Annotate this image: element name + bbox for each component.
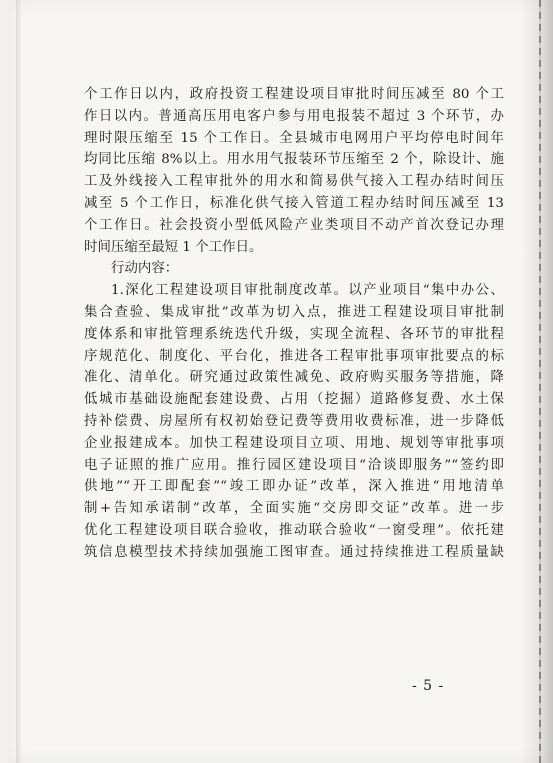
text-line: 时间压缩至最短 1 个工作日。 [84,239,263,255]
text-line: 电子证照的推广应用。推行园区建设项目“洽谈即服务”“签约即 [84,457,504,473]
scan-edge-line [539,0,541,763]
text-line: 优化工程建设项目联合验收，推动联合验收“一窗受理”。依托建 [84,522,504,538]
text-line: 制+告知承诺制”改革，全面实施“交房即交证”改革。进一步 [84,501,504,517]
text-line: 企业报建成本。加快工程建设项目立项、用地、规划等审批事项 [84,435,504,451]
section-heading: 行动内容： [111,261,179,277]
text-line: 工及外线接入工程审批外的用水和简易供气接入工程办结时间压 [84,174,504,190]
text-line: 低城市基础设施配套建设费、占用（挖掘）道路修复费、水土保 [84,392,504,408]
text-line: 作日以内。普通高压用电客户参与用电报装不超过 3 个环节，办 [84,108,504,124]
text-line: 理时限压缩至 15 个工作日。全县城市电网用户平均停电时间年 [84,130,504,146]
text-line: 均同比压缩 8%以上。用水用气报装环节压缩至 2 个，除设计、施 [84,152,504,168]
text-line: 个工作日以内，政府投资工程建设项目审批时间压减至 80 个工 [84,87,504,102]
body-text [84,84,504,564]
page-number: - 5 - [412,678,445,694]
text-line: 供地”“开工即配套”“竣工即办证”改革，深入推进“用地清单 [84,479,504,495]
text-line: 序规范化、制度化、平台化，推进各工程审批事项审批要点的标 [84,348,504,364]
text-line: 集合查验、集成审批”改革为切入点，推进工程建设项目审批制 [84,304,504,320]
text-line: 个工作日。社会投资小型低风险产业类项目不动产首次登记办理 [84,217,504,233]
text-line: 筑信息模型技术持续加强施工图审查。通过持续推进工程质量缺 [84,544,504,560]
text-line: 度体系和审批管理系统迭代升级，实现全流程、各环节的审批程 [84,326,504,342]
text-line: 持补偿费、房屋所有权初始登记费等费用收费标准，进一步降低 [84,413,504,429]
text-line: 1.深化工程建设项目审批制度改革。以产业项目“集中办公、 [111,283,504,299]
scan-edge-shadow [521,0,553,763]
text-line: 减至 5 个工作日，标准化供气接入管道工程办结时间压减至 13 [84,195,504,211]
text-line: 准化、清单化。研究通过政策性减免、政府购买服务等措施，降 [84,370,504,386]
scan-edge-left [16,0,22,763]
